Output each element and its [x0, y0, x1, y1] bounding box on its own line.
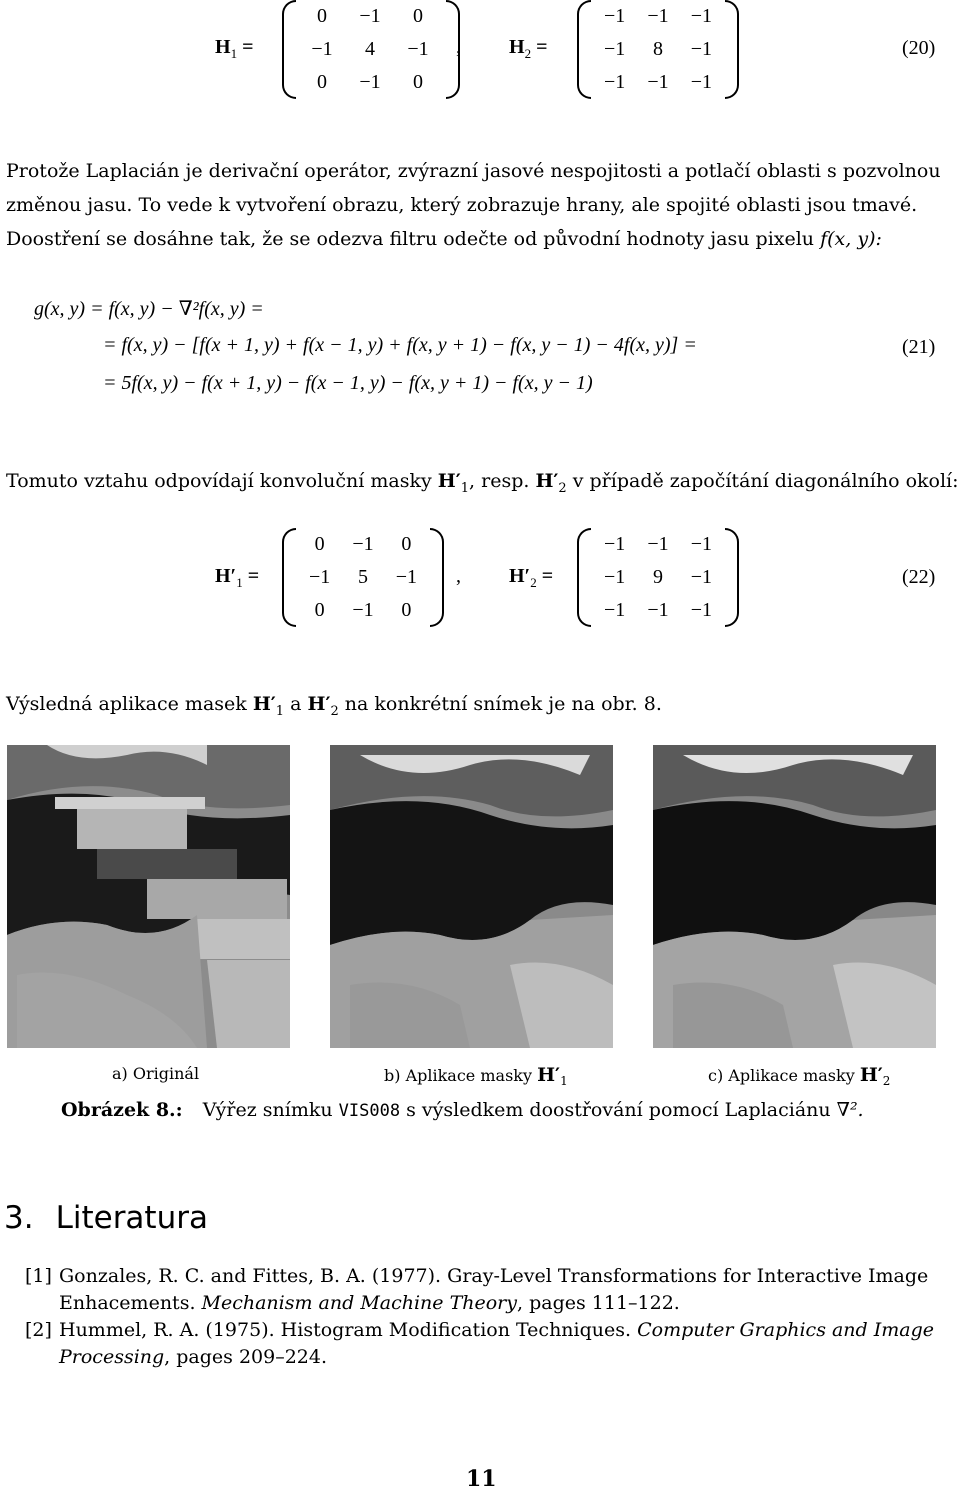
reference-number: [1]	[25, 1265, 52, 1287]
figure-image-original	[7, 745, 290, 1048]
figure-caption: Obrázek 8.: Výřez snímku VIS008 s výsledkem doostřování pomocí Laplaciánu ∇².	[61, 1099, 864, 1121]
reference-line: Hummel, R. A. (1975). Histogram Modification Techniques. Computer Graphics and Image	[59, 1319, 935, 1341]
matrix-h1: 0 −1 0 −1 4 −1 0 −1 0	[282, 0, 460, 99]
reference-line: Enhacements. Mechanism and Machine Theory, pages 111–122.	[59, 1292, 680, 1314]
equation-row: g(x, y) = f(x, y) − ∇²f(x, y) =	[34, 298, 264, 320]
reference-line: Gonzales, R. C. and Fittes, B. A. (1977). Gray-Level Transformations for Interactive Image	[59, 1265, 929, 1287]
paragraph-line: Protože Laplacián je derivační operátor, zvýrazní jasové nespojitosti a potlačí oblasti s pozvolnou	[6, 160, 941, 182]
matrix-h2-label: $H_2$ =	[509, 36, 548, 61]
reference-line: Processing, pages 209–224.	[59, 1346, 328, 1368]
equation-number-20: (20)	[902, 37, 936, 59]
matrix-h2: −1 −1 −1 −1 8 −1 −1 −1 −1	[577, 0, 739, 99]
matrix-h1-prime: 0 −1 0 −1 5 −1 0 −1 0	[282, 528, 444, 627]
matrix-h1-label: $H_1$ =	[215, 36, 254, 61]
figure-image-mask-h1	[330, 745, 613, 1048]
paragraph-line: Doostření se dosáhne tak, že se odezva filtru odečte od původní hodnoty jasu pixelu f(x, y):	[6, 228, 882, 250]
section-heading: 3. Literatura	[4, 1200, 208, 1236]
equation-number-21: (21)	[902, 336, 936, 358]
matrix-h1-prime-label: $H'_1$ =	[215, 565, 260, 590]
equation-number-22: (22)	[902, 566, 936, 588]
subcaption-b: b) Aplikace masky $H'_1$	[384, 1064, 568, 1089]
paragraph-line: změnou jasu. To vede k vytvoření obrazu, který zobrazuje hrany, ale spojité oblasti jsou tmavé.	[6, 194, 918, 216]
matrix-h2-prime: −1 −1 −1 −1 9 −1 −1 −1 −1	[577, 528, 739, 627]
paragraph-masks: Tomuto vztahu odpovídají konvoluční masky $H'_1$, resp. $H'_2$ v případě započítání diagonálního okolí:	[6, 470, 959, 496]
equation-row: = f(x, y) − [f(x + 1, y) + f(x − 1, y) + f(x, y + 1) − f(x, y − 1) − 4f(x, y)] =	[103, 334, 697, 356]
equation-row: = 5f(x, y) − f(x + 1, y) − f(x − 1, y) − f(x, y + 1) − f(x, y − 1)	[103, 372, 593, 394]
subcaption-a: a) Originál	[112, 1064, 200, 1083]
paragraph-application: Výsledná aplikace masek $H'_1$ a $H'_2$ na konkrétní snímek je na obr. 8.	[6, 693, 662, 719]
reference-number: [2]	[25, 1319, 52, 1341]
figure-image-mask-h2	[653, 745, 936, 1048]
subcaption-c: c) Aplikace masky $H'_2$	[708, 1064, 891, 1089]
matrix-h2-prime-label: $H'_2$ =	[509, 565, 554, 590]
page-number: 11	[466, 1466, 497, 1492]
figure-label: Obrázek 8.:	[61, 1099, 183, 1121]
